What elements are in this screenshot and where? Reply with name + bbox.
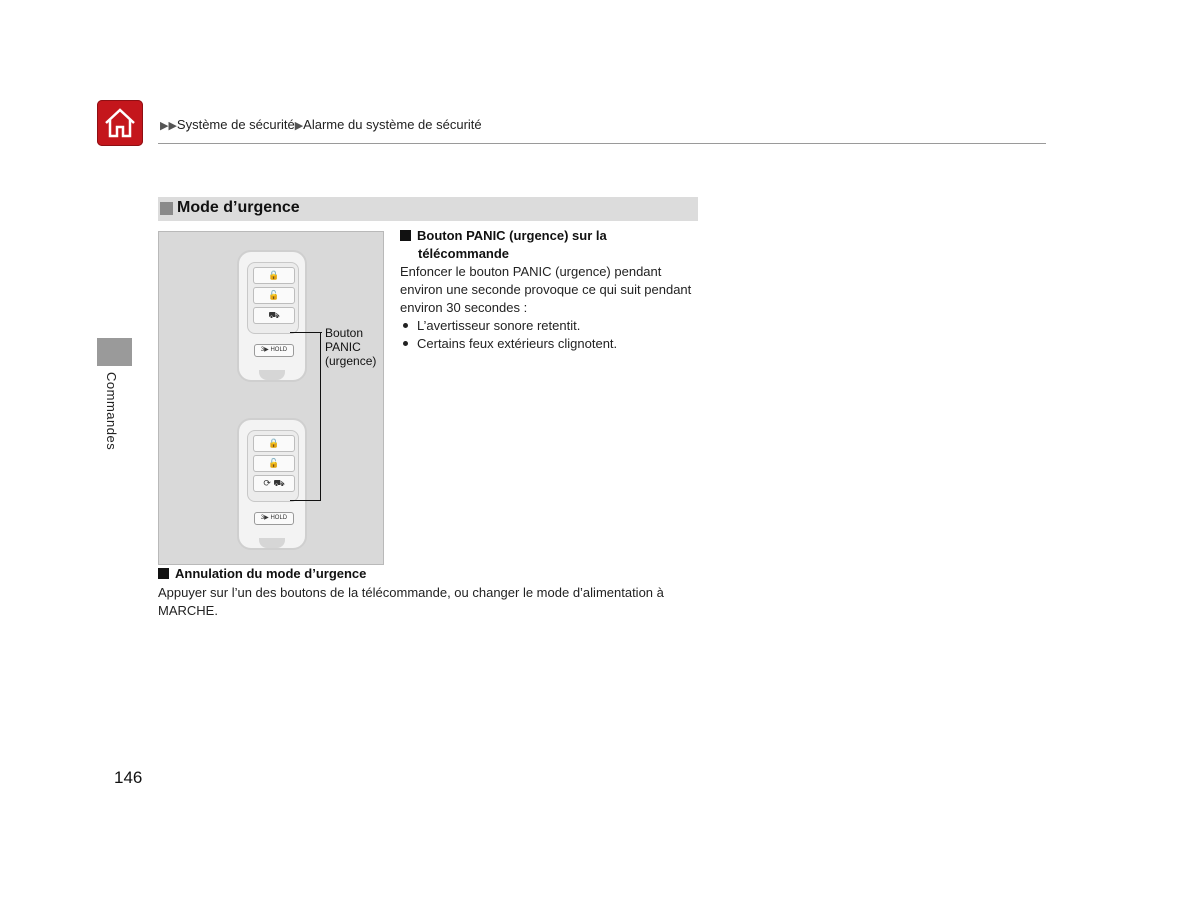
- panic-hold-label: HOLD: [270, 347, 288, 353]
- bullet-icon: [403, 323, 408, 328]
- lock-button-icon: 🔒: [253, 435, 295, 452]
- heading-square-icon: [158, 568, 169, 579]
- lock-button-icon: 🔒: [253, 267, 295, 284]
- breadcrumb-separator-icon: ▶: [294, 120, 304, 132]
- panic-button: [254, 512, 294, 525]
- page-number: 146: [114, 768, 143, 787]
- unlock-button-icon: 🔓: [253, 455, 295, 472]
- panic-button: [254, 344, 294, 357]
- horn-icon: 3▶: [260, 347, 269, 353]
- horn-icon: 3▶: [260, 515, 269, 521]
- bullet-icon: [403, 341, 408, 346]
- cancel-heading: Annulation du mode d’urgence: [158, 566, 366, 581]
- fob-key-slot: [259, 538, 285, 548]
- callout-line-top: [290, 332, 322, 333]
- breadcrumb-item-alarm[interactable]: Alarme du système de sécurité: [303, 117, 482, 132]
- callout-line2: PANIC: [325, 340, 361, 354]
- home-icon: [102, 105, 138, 141]
- panic-body-line1: Enfoncer le bouton PANIC (urgence) pendant: [400, 264, 662, 279]
- heading-square-icon: [400, 230, 411, 241]
- panic-heading: Bouton PANIC (urgence) sur la: [400, 227, 607, 245]
- callout-line1: Bouton: [325, 326, 364, 340]
- callout-line3: (urgence): [325, 354, 377, 368]
- header-divider: [158, 143, 1046, 144]
- remote-start-tailgate-button-icon: ⟳ ⛟: [253, 475, 295, 492]
- callout-line-vertical: [320, 332, 321, 500]
- list-item: L’avertisseur sonore retentit.: [400, 317, 580, 335]
- home-button[interactable]: [97, 100, 143, 146]
- key-fob-4-button: [237, 418, 307, 550]
- fob-face: [247, 262, 299, 334]
- chapter-label: Commandes: [104, 372, 119, 451]
- breadcrumb-marker-icon: ▶▶: [160, 120, 177, 132]
- section-title: Mode d’urgence: [177, 199, 300, 216]
- unlock-button-icon: 🔓: [253, 287, 295, 304]
- panic-body-line2: environ une seconde provoque ce qui suit pendant: [400, 282, 692, 297]
- key-fob-3-button: [237, 250, 307, 382]
- remote-illustration: [158, 231, 384, 565]
- list-item: Certains feux extérieurs clignotent.: [400, 335, 617, 353]
- callout-line-bottom: [290, 500, 321, 501]
- panic-callout-label: [325, 326, 376, 368]
- tailgate-button-icon: ⛟: [253, 307, 295, 324]
- section-square-icon: [160, 202, 173, 215]
- fob-face: [247, 430, 299, 502]
- panic-body-line3: environ 30 secondes :: [400, 300, 528, 315]
- panic-hold-label: HOLD: [270, 515, 288, 521]
- cancel-body: Appuyer sur l’un des boutons de la télécommande, ou changer le mode d’alimentation à MARCHE.: [158, 585, 664, 618]
- chapter-tab[interactable]: [97, 338, 132, 366]
- section-header: [158, 197, 698, 221]
- fob-key-slot: [259, 370, 285, 380]
- breadcrumb-item-security-system[interactable]: Système de sécurité: [176, 117, 295, 132]
- panic-heading-line2: télécommande: [418, 246, 510, 261]
- breadcrumb: [160, 117, 482, 132]
